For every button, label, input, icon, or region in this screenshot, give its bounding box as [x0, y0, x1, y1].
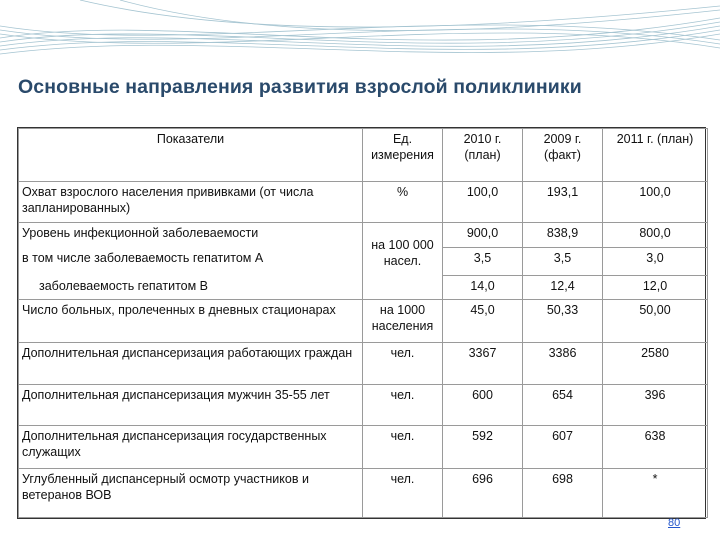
unit-cell: на 1000 населения	[363, 300, 443, 343]
value-2009-cell: 654	[523, 384, 603, 425]
value-2011-cell: 100,0	[603, 182, 708, 223]
indicator-cell: заболеваемость гепатитом В	[19, 275, 363, 300]
value-2010-cell: 3367	[443, 343, 523, 384]
page-number: 80	[668, 517, 681, 529]
header-2010-plan: 2010 г. (план)	[443, 129, 523, 182]
table-row	[19, 425, 708, 468]
value-2009-cell: 3386	[523, 343, 603, 384]
value-2009-cell: 193,1	[523, 182, 603, 223]
table-row	[19, 223, 708, 248]
indicator-cell: Дополнительная диспансеризация мужчин 35-55 лет	[19, 384, 363, 425]
table-header-row	[19, 129, 708, 182]
indicator-cell: Уровень инфекционной заболеваемости	[19, 223, 363, 248]
value-2009-cell: 3,5	[523, 248, 603, 276]
value-2009-cell: 838,9	[523, 223, 603, 248]
indicators-table	[17, 127, 706, 519]
value-2009-cell: 698	[523, 468, 603, 517]
value-2010-cell: 45,0	[443, 300, 523, 343]
table-row	[19, 468, 708, 517]
header-unit: Ед. измерения	[363, 129, 443, 182]
indicator-cell: Дополнительная диспансеризация работающих граждан	[19, 343, 363, 384]
value-2011-cell: 12,0	[603, 275, 708, 300]
unit-cell: чел.	[363, 384, 443, 425]
unit-cell: чел.	[363, 343, 443, 384]
value-2010-cell: 696	[443, 468, 523, 517]
value-2011-cell: 800,0	[603, 223, 708, 248]
indicator-cell: Дополнительная диспансеризация государственных служащих	[19, 425, 363, 468]
value-2010-cell: 900,0	[443, 223, 523, 248]
unit-cell: чел.	[363, 468, 443, 517]
table-row	[19, 384, 708, 425]
indicator-cell: Охват взрослого населения прививками (от числа запланированных)	[19, 182, 363, 223]
indicator-cell: Число больных, пролеченных в дневных стационарах	[19, 300, 363, 343]
decorative-swoosh	[0, 0, 720, 80]
value-2009-cell: 50,33	[523, 300, 603, 343]
header-2011-plan: 2011 г. (план)	[603, 129, 708, 182]
table-row	[19, 300, 708, 343]
value-2011-cell: 2580	[603, 343, 708, 384]
indicator-cell: Углубленный диспансерный осмотр участников и ветеранов ВОВ	[19, 468, 363, 517]
value-2010-cell: 592	[443, 425, 523, 468]
value-2011-cell: 638	[603, 425, 708, 468]
value-2010-cell: 600	[443, 384, 523, 425]
value-2009-cell: 607	[523, 425, 603, 468]
header-2009-fact: 2009 г. (факт)	[523, 129, 603, 182]
value-2011-cell: 396	[603, 384, 708, 425]
table-row	[19, 182, 708, 223]
unit-cell: %	[363, 182, 443, 223]
value-2011-cell: 3,0	[603, 248, 708, 276]
table-row	[19, 343, 708, 384]
unit-cell: чел.	[363, 425, 443, 468]
value-2010-cell: 3,5	[443, 248, 523, 276]
value-2011-cell: 50,00	[603, 300, 708, 343]
value-2010-cell: 14,0	[443, 275, 523, 300]
page-title: Основные направления развития взрослой поликлиники	[18, 76, 582, 98]
unit-cell: на 100 000 насел.	[363, 223, 443, 300]
header-indicator: Показатели	[19, 129, 363, 182]
indicator-cell: в том числе заболеваемость гепатитом А	[19, 248, 363, 276]
value-2009-cell: 12,4	[523, 275, 603, 300]
value-2011-cell: *	[603, 468, 708, 517]
value-2010-cell: 100,0	[443, 182, 523, 223]
